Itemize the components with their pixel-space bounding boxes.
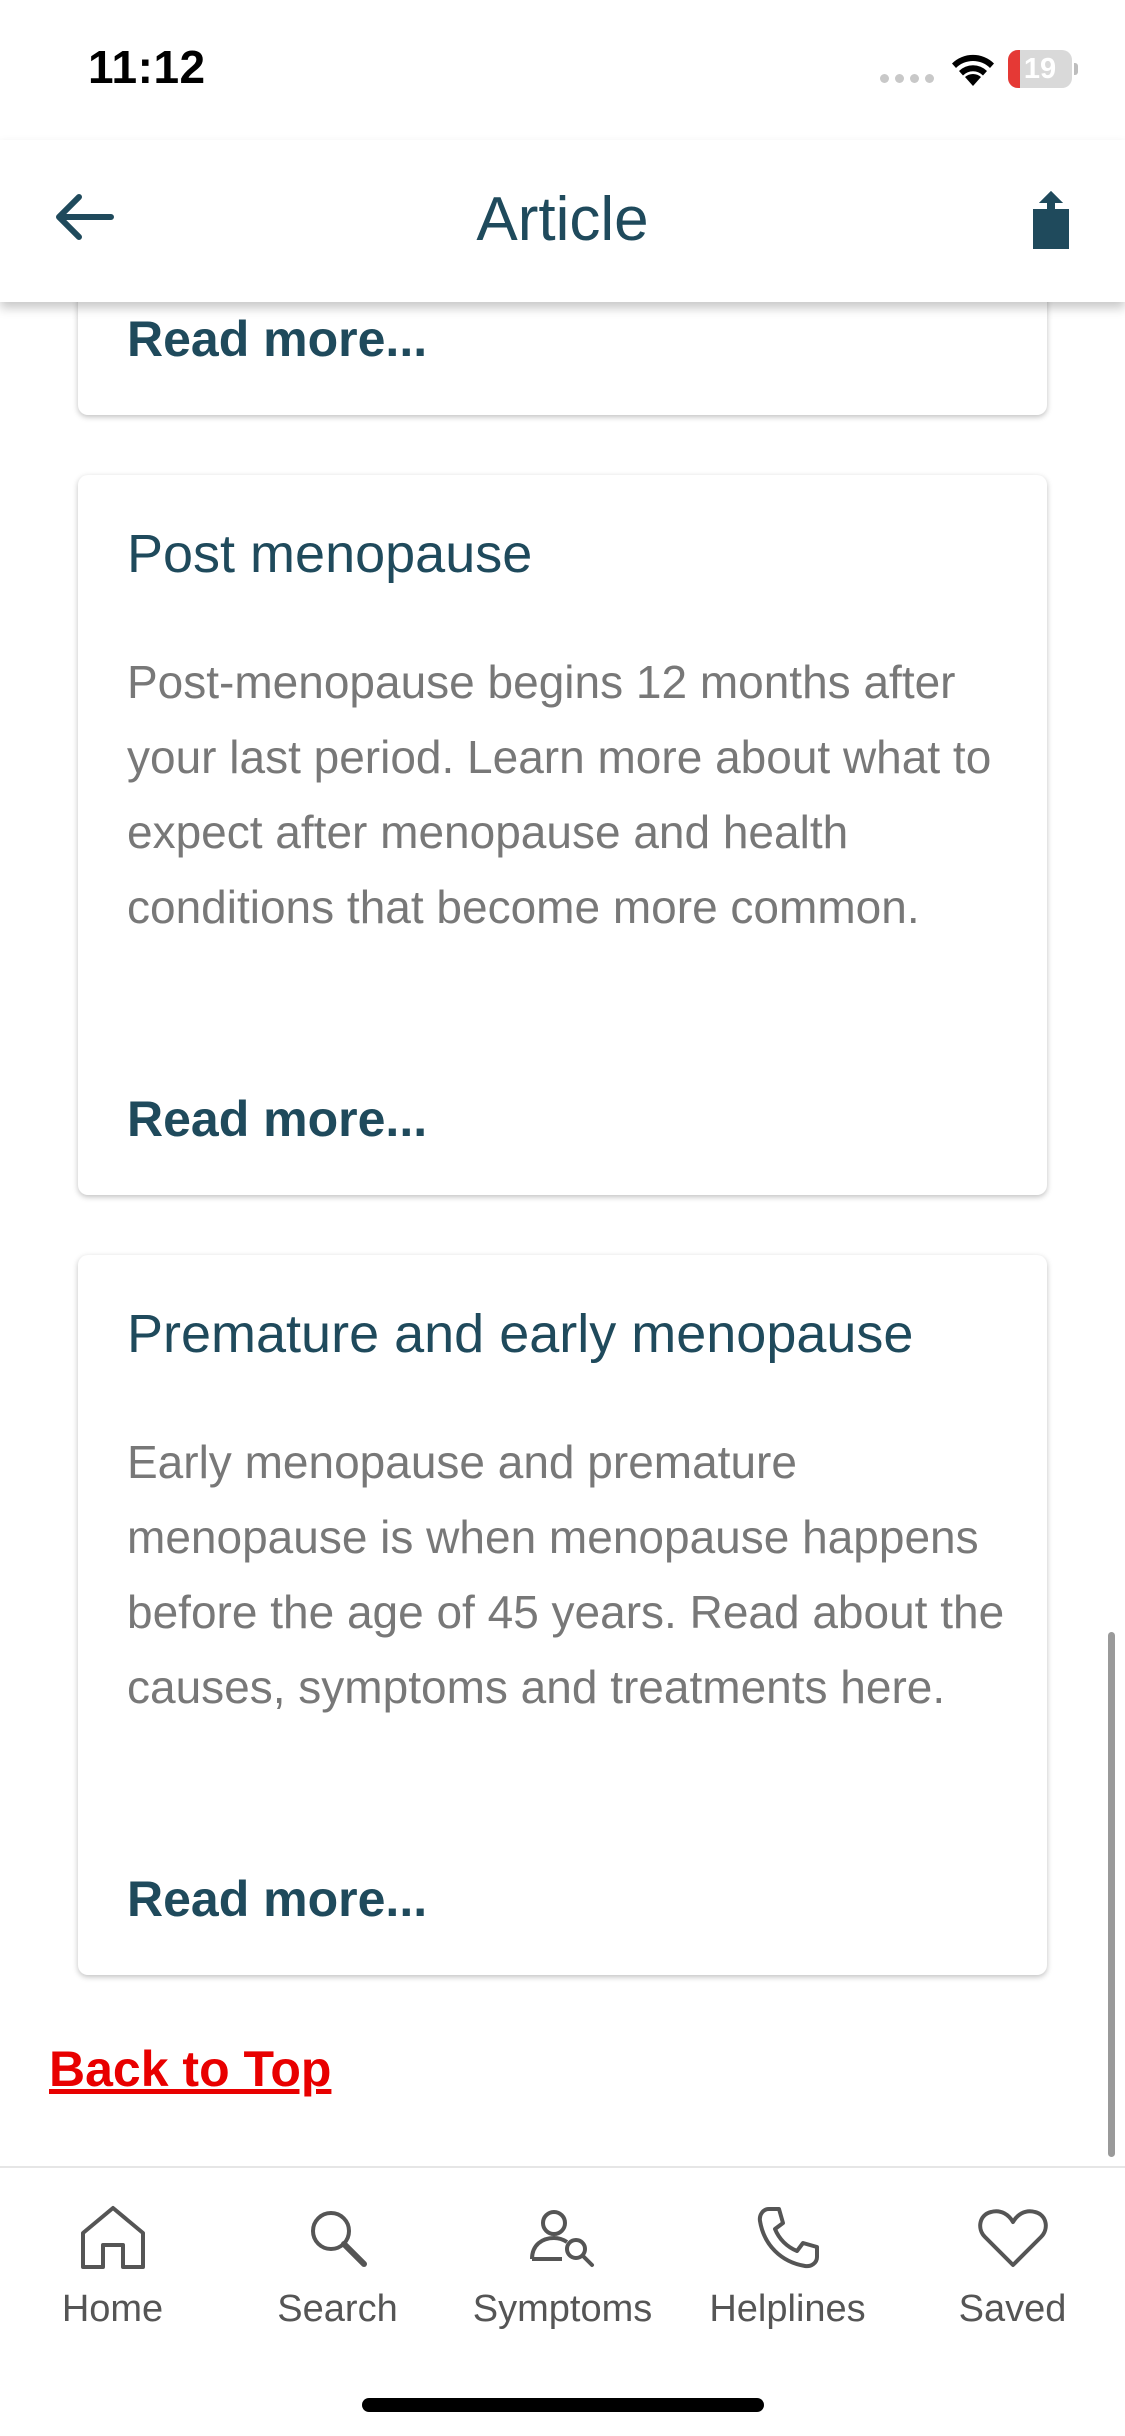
home-indicator bbox=[362, 2398, 764, 2412]
phone-icon bbox=[755, 2205, 821, 2271]
tab-label: Home bbox=[61, 2288, 164, 2330]
scrollbar[interactable] bbox=[1108, 1632, 1115, 2157]
tab-symptoms[interactable] bbox=[450, 2198, 675, 2348]
tab-label: Search bbox=[277, 2288, 398, 2330]
tab-search[interactable] bbox=[225, 2198, 450, 2348]
battery-level: 19 bbox=[1023, 53, 1057, 85]
card-description: Post-menopause begins 12 months after your last period. Learn more about what to expect after menopause and health conditions that become more common. bbox=[127, 656, 992, 933]
read-more-link[interactable]: Read more... bbox=[127, 1871, 428, 1927]
back-to-top-link[interactable]: Back to Top bbox=[49, 2041, 332, 2097]
heart-icon bbox=[977, 2207, 1049, 2269]
read-more-link[interactable]: Read more... bbox=[127, 1091, 428, 1147]
wifi-icon bbox=[949, 50, 997, 88]
home-icon bbox=[77, 2203, 149, 2273]
card-title: Premature and early menopause bbox=[127, 1304, 914, 1364]
symptoms-icon bbox=[528, 2207, 598, 2269]
card-description: Early menopause and premature menopause is when menopause happens before the age of 45 years. Read about the causes, symptoms and treatments here. bbox=[127, 1436, 1005, 1713]
share-button[interactable] bbox=[1020, 184, 1082, 256]
read-more-link[interactable]: Read more... bbox=[127, 311, 428, 367]
article-card[interactable] bbox=[78, 475, 1047, 1195]
article-card[interactable] bbox=[78, 1255, 1047, 1975]
status-bar bbox=[0, 0, 1125, 140]
battery-icon bbox=[1008, 50, 1078, 88]
tab-bar bbox=[0, 2166, 1125, 2436]
page-title: Article bbox=[476, 185, 649, 254]
tab-label: Saved bbox=[958, 2288, 1067, 2330]
tab-label: Helplines bbox=[709, 2288, 866, 2330]
card-title: Post menopause bbox=[127, 524, 533, 584]
tab-helplines[interactable] bbox=[675, 2198, 900, 2348]
search-icon bbox=[307, 2207, 369, 2269]
status-time: 11:12 bbox=[88, 41, 206, 93]
tab-saved[interactable] bbox=[900, 2198, 1125, 2348]
tab-label: Symptoms bbox=[472, 2288, 653, 2330]
app-header bbox=[0, 140, 1125, 302]
share-icon bbox=[1026, 189, 1076, 251]
cellular-signal-icon bbox=[880, 74, 934, 83]
tab-home[interactable] bbox=[0, 2198, 225, 2348]
